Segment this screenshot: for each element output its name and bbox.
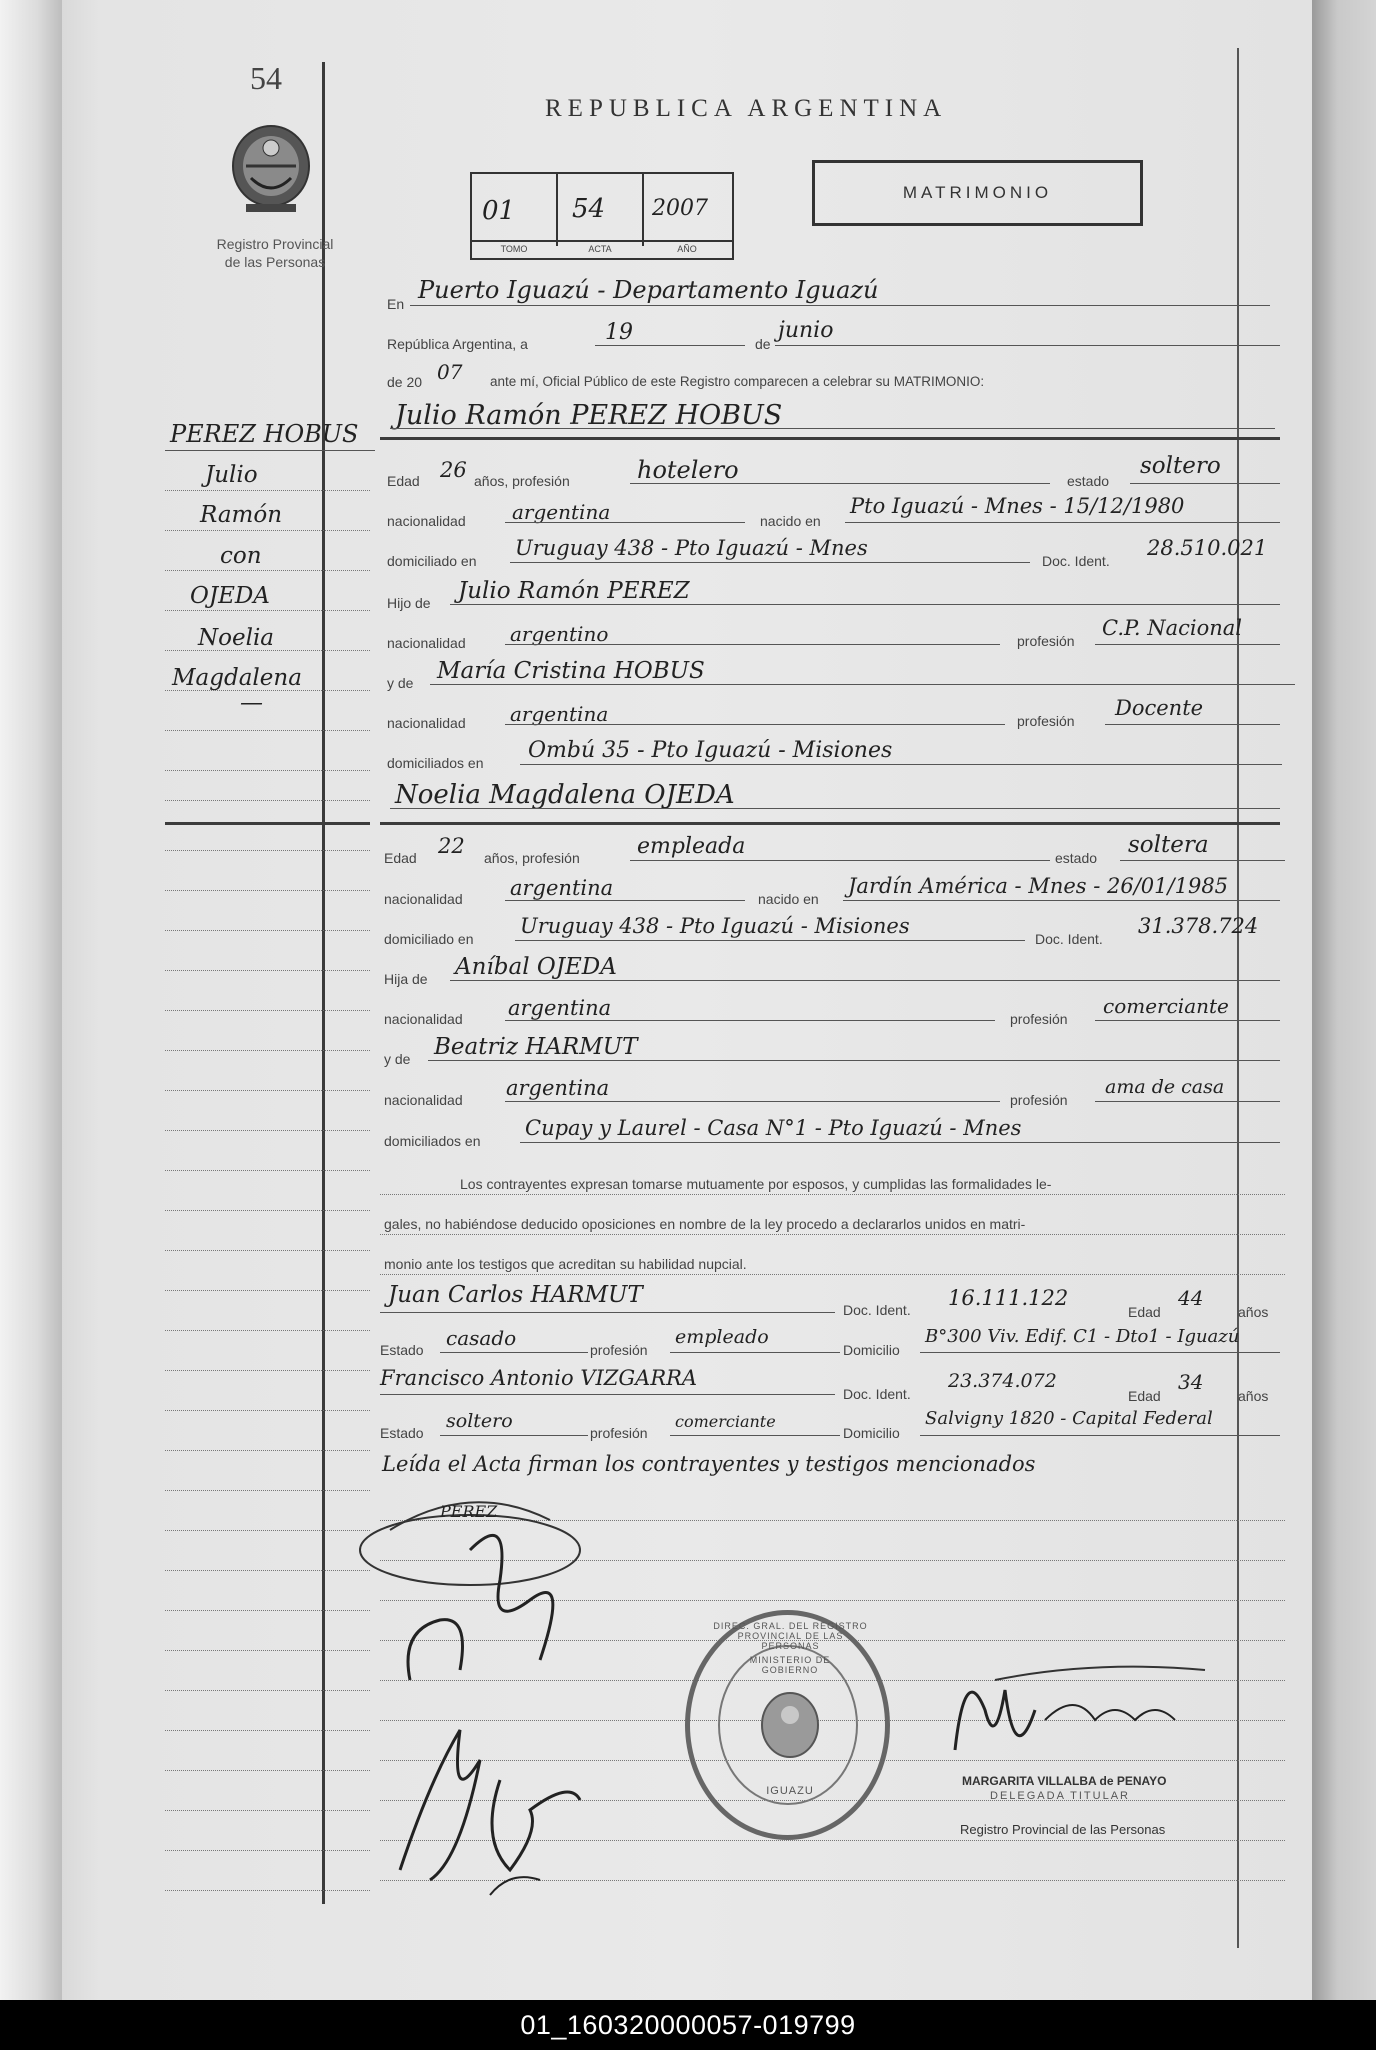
witness2-age: 34 [1178, 1370, 1204, 1394]
bride-mother-nat-label: nacionalidad [384, 1092, 463, 1108]
ruled-line [165, 1330, 370, 1331]
drule [380, 1194, 1285, 1195]
official-name: MARGARITA VILLALBA de PENAYO [962, 1774, 1167, 1788]
groom-estado-label: estado [1067, 473, 1110, 489]
groom-address: Uruguay 438 - Pto Iguazú - Mnes [515, 536, 868, 560]
groom-name: Julio Ramón PEREZ HOBUS [395, 400, 783, 431]
republica-label: República Argentina, a [387, 336, 528, 352]
rule [595, 345, 745, 346]
rule [430, 684, 1295, 685]
bride-age: 22 [438, 834, 465, 858]
ruled-line [165, 1810, 370, 1811]
witness2-profession: comerciante [675, 1412, 776, 1431]
bride-name: Noelia Magdalena OJEDA [395, 780, 735, 810]
witness1-profession: empleado [675, 1326, 769, 1348]
groom-estado: soltero [1140, 453, 1221, 479]
registry-logo [226, 118, 316, 218]
month-text: junio [778, 318, 834, 343]
ruled-line [165, 890, 370, 891]
groom-yde-label: y de [387, 675, 414, 691]
rule [505, 522, 745, 523]
bride-signature [390, 1720, 590, 1900]
day-text: 19 [605, 320, 633, 345]
de-label: de [755, 336, 771, 352]
country-title: REPUBLICA ARGENTINA [545, 95, 948, 122]
thick [165, 822, 370, 825]
groom-edad-label: Edad [387, 473, 420, 489]
witness2-estado-label: Estado [380, 1425, 424, 1441]
witness1-dom-label: Domicilio [843, 1342, 900, 1358]
witness1-prof-label: profesión [590, 1342, 648, 1358]
intro-statement: ante mí, Oficial Público de este Registro comparecen a celebrar su MATRIMONIO: [490, 374, 985, 389]
rule [440, 1352, 588, 1353]
rule [440, 1435, 588, 1436]
ruled-line [165, 1290, 370, 1291]
rule [1095, 1020, 1280, 1021]
witness1-doc-label: Doc. Ident. [843, 1302, 911, 1318]
groom-doc: 28.510.021 [1147, 536, 1268, 560]
rule [520, 764, 1282, 765]
acta-value: 54 [572, 194, 606, 224]
tomo-caption: TOMO [500, 244, 528, 254]
seal-inner-text: MINISTERIO DE GOBIERNO [749, 1655, 831, 1675]
witness1-name: Juan Carlos HARMUT [388, 1282, 643, 1308]
witness1-estado: casado [446, 1326, 517, 1350]
rule [1095, 644, 1280, 645]
bride-profession: empleada [637, 834, 746, 859]
groom-father-nat: argentino [510, 622, 609, 646]
groom-father: Julio Ramón PEREZ [458, 578, 690, 604]
ruled-line [165, 970, 370, 971]
rule [630, 860, 1050, 861]
page-number: 54 [250, 60, 282, 96]
groom-profession: hotelero [637, 456, 739, 484]
bride-nacido-label: nacido en [758, 891, 819, 907]
witness2-prof-label: profesión [590, 1425, 648, 1441]
groom-anos-label: años, profesión [474, 473, 570, 489]
bride-mother-nat: argentina [506, 1076, 610, 1100]
bride-nat-label: nacionalidad [384, 891, 463, 907]
bride-parents-address: Cupay y Laurel - Casa N°1 - Pto Iguazú - Mnes [525, 1116, 1022, 1140]
page-edge-shadow [1312, 0, 1376, 2000]
bride-doc: 31.378.724 [1138, 914, 1259, 938]
groom-nacido-label: nacido en [760, 513, 821, 529]
bride-anos-label: años, profesión [484, 850, 580, 866]
drule [165, 650, 370, 651]
groom-dom-label: domiciliado en [387, 553, 477, 569]
drule [165, 530, 370, 531]
rule [450, 604, 1280, 605]
ruled-line [165, 1170, 370, 1171]
rule [1120, 860, 1285, 861]
groom-signature-label: PEREZ [440, 1502, 498, 1521]
ruled-line [165, 1490, 370, 1491]
ruled-line [165, 1250, 370, 1251]
rule [630, 483, 1050, 484]
ruled-line [165, 1210, 370, 1211]
bride-yde-label: y de [384, 1051, 411, 1067]
rule [505, 1020, 995, 1021]
signature-icon [935, 1650, 1215, 1770]
margin-line: con [220, 543, 262, 569]
groom-doc-label: Doc. Ident. [1042, 553, 1110, 569]
groom-father-prof-label: profesión [1017, 633, 1075, 649]
rule [410, 305, 1270, 306]
registry-name-line2: de las Personas [224, 254, 326, 270]
groom-mother-prof-label: profesión [1017, 713, 1075, 729]
ruled-line [165, 1130, 370, 1131]
margin-line: Noelia [198, 625, 275, 651]
anio-value: 2007 [652, 196, 708, 221]
page-binding-shadow [0, 0, 62, 2000]
year-suffix: 07 [437, 360, 463, 384]
year-prefix: de 20 [387, 374, 423, 390]
thick [380, 437, 1280, 440]
official-role: DELEGADA TITULAR [990, 1790, 1130, 1802]
record-id-box [470, 172, 734, 260]
rule [670, 1352, 840, 1353]
ruled-line [165, 1370, 370, 1371]
image-code-footer: 01_160320000057-019799 [0, 2000, 1376, 2050]
ruled-line [165, 850, 370, 851]
bride-father-prof-label: profesión [1010, 1011, 1068, 1027]
anio-caption: AÑO [677, 244, 697, 254]
bride-mother-prof: ama de casa [1105, 1076, 1225, 1098]
rule [843, 900, 1280, 901]
witness1-doc: 16.111.122 [948, 1286, 1069, 1310]
drule [165, 800, 370, 801]
margin-line: — [240, 690, 263, 716]
ruled-line [165, 1450, 370, 1451]
groom-age: 26 [440, 458, 467, 482]
bride-estado-label: estado [1055, 850, 1098, 866]
ruled-line [165, 1530, 370, 1531]
rule [390, 428, 1275, 429]
closing-text: Leída el Acta firman los contrayentes y testigos mencionados [382, 1452, 1036, 1476]
bride-nationality: argentina [510, 876, 614, 900]
bride-father: Aníbal OJEDA [455, 954, 617, 980]
witness2-dom-label: Domicilio [843, 1425, 900, 1441]
seal-text: DIREC. GRAL. DEL REGISTRO PROVINCIAL DE LAS PERSONAS [713, 1621, 868, 1651]
drule [165, 730, 370, 731]
coat-of-arms-icon [226, 118, 316, 218]
ruled-line [165, 1410, 370, 1411]
official-signature [935, 1650, 1215, 1770]
rule [505, 900, 745, 901]
bride-mother: Beatriz HARMUT [434, 1034, 638, 1060]
witness2-anos-label: años [1238, 1388, 1269, 1404]
bride-father-prof: comerciante [1103, 994, 1229, 1018]
ruled-line [165, 1890, 370, 1891]
rule [1095, 1101, 1280, 1102]
ruled-line [165, 1850, 370, 1851]
seal-emblem-icon [750, 1685, 830, 1765]
bride-parents-dom-label: domiciliados en [384, 1133, 481, 1149]
rule [775, 345, 1280, 346]
witness1-age: 44 [1178, 1286, 1204, 1310]
drule [380, 1274, 1285, 1275]
official-registry: Registro Provincial de las Personas [960, 1822, 1166, 1837]
groom-mother-nat: argentina [510, 702, 609, 726]
rule [380, 1394, 835, 1395]
bride-dom-label: domiciliado en [384, 931, 474, 947]
bride-address: Uruguay 438 - Pto Iguazú - Misiones [520, 914, 910, 938]
witness1-estado-label: Estado [380, 1342, 424, 1358]
bride-born: Jardín América - Mnes - 26/01/1985 [848, 874, 1229, 898]
margin-line: Magdalena [172, 665, 302, 691]
declaration-line1: Los contrayentes expresan tomarse mutuamente por esposos, y cumplidas las formalidades le- [460, 1176, 1052, 1192]
ruled-line [165, 1610, 370, 1611]
ruled-line [165, 1010, 370, 1011]
bride-edad-label: Edad [384, 850, 417, 866]
signature-icon [390, 1720, 590, 1900]
margin-divider [322, 62, 325, 1904]
witness2-edad-label: Edad [1128, 1388, 1161, 1404]
rule [505, 644, 1000, 645]
ruled-line [165, 930, 370, 931]
caption-divider [472, 240, 732, 242]
groom-father-prof: C.P. Nacional [1102, 616, 1242, 640]
rule [390, 808, 1280, 809]
ruled-line [165, 1090, 370, 1091]
witness1-edad-label: Edad [1128, 1304, 1161, 1320]
groom-hijo-label: Hijo de [387, 595, 431, 611]
drule [165, 570, 370, 571]
bride-doc-label: Doc. Ident. [1035, 931, 1103, 947]
groom-mother: María Cristina HOBUS [437, 658, 705, 684]
bride-father-nat: argentina [508, 996, 612, 1020]
declaration-line3: monio ante los testigos que acreditan su habilidad nupcial. [384, 1256, 747, 1272]
rule [920, 1435, 1280, 1436]
rule [428, 1060, 1280, 1061]
ruled-line [165, 1570, 370, 1571]
registry-name-line1: Registro Provincial [216, 236, 334, 252]
rule [920, 1352, 1280, 1353]
groom-father-nat-label: nacionalidad [387, 635, 466, 651]
groom-parents-dom-label: domiciliados en [387, 755, 484, 771]
margin-groom-surname: PEREZ HOBUS [170, 420, 359, 448]
groom-nat-label: nacionalidad [387, 513, 466, 529]
groom-signature [350, 1490, 590, 1690]
thick [380, 822, 1280, 825]
groom-mother-nat-label: nacionalidad [387, 715, 466, 731]
groom-mother-prof: Docente [1115, 696, 1204, 720]
ruled-line [165, 1730, 370, 1731]
rule [520, 1142, 1280, 1143]
rule [165, 450, 375, 451]
official-seal [685, 1610, 890, 1840]
rule [670, 1435, 840, 1436]
ruled-line [165, 1650, 370, 1651]
witness2-address: Salvigny 1820 - Capital Federal [925, 1408, 1213, 1429]
bride-mother-prof-label: profesión [1010, 1092, 1068, 1108]
drule [165, 690, 370, 691]
witness2-doc: 23.374.072 [948, 1370, 1057, 1392]
margin-line: OJEDA [190, 583, 270, 609]
rule [450, 980, 1280, 981]
ruled-line [165, 1770, 370, 1771]
rule [505, 1101, 1000, 1102]
rule [505, 724, 1005, 725]
groom-born: Pto Iguazú - Mnes - 15/12/1980 [850, 494, 1185, 518]
drule [165, 490, 370, 491]
en-label: En [387, 296, 405, 312]
place-text: Puerto Iguazú - Departamento Iguazú [418, 276, 879, 304]
drule [165, 770, 370, 771]
acta-caption: ACTA [588, 244, 612, 254]
declaration-line2: gales, no habiéndose deducido oposiciones en nombre de la ley procedo a declararlos unidos en matri- [384, 1216, 1026, 1232]
seal-bottom-text: IGUAZU [766, 1785, 814, 1797]
rule [380, 1312, 835, 1313]
rule [515, 940, 1025, 941]
witness2-doc-label: Doc. Ident. [843, 1386, 911, 1402]
tomo-value: 01 [482, 196, 516, 226]
witness2-name: Francisco Antonio VIZGARRA [380, 1366, 698, 1390]
rule [1130, 483, 1280, 484]
act-type-box: MATRIMONIO [812, 160, 1143, 226]
right-border [1237, 48, 1239, 1948]
margin-line: Julio [205, 462, 258, 488]
witness1-anos-label: años [1238, 1304, 1269, 1320]
bride-father-nat-label: nacionalidad [384, 1011, 463, 1027]
drule [165, 610, 370, 611]
rule [510, 562, 1030, 563]
groom-nationality: argentina [512, 500, 611, 524]
witness2-estado: soltero [446, 1410, 513, 1432]
rule [1105, 724, 1280, 725]
margin-line: Ramón [200, 502, 283, 528]
witness1-address: B°300 Viv. Edif. C1 - Dto1 - Iguazú [925, 1326, 1240, 1347]
ruled-line [165, 1050, 370, 1051]
ruled-line [165, 1690, 370, 1691]
drule [380, 1234, 1285, 1235]
groom-parents-address: Ombú 35 - Pto Iguazú - Misiones [528, 738, 893, 763]
rule [845, 522, 1280, 523]
bride-hija-label: Hija de [384, 971, 428, 987]
bride-estado: soltera [1128, 832, 1209, 858]
